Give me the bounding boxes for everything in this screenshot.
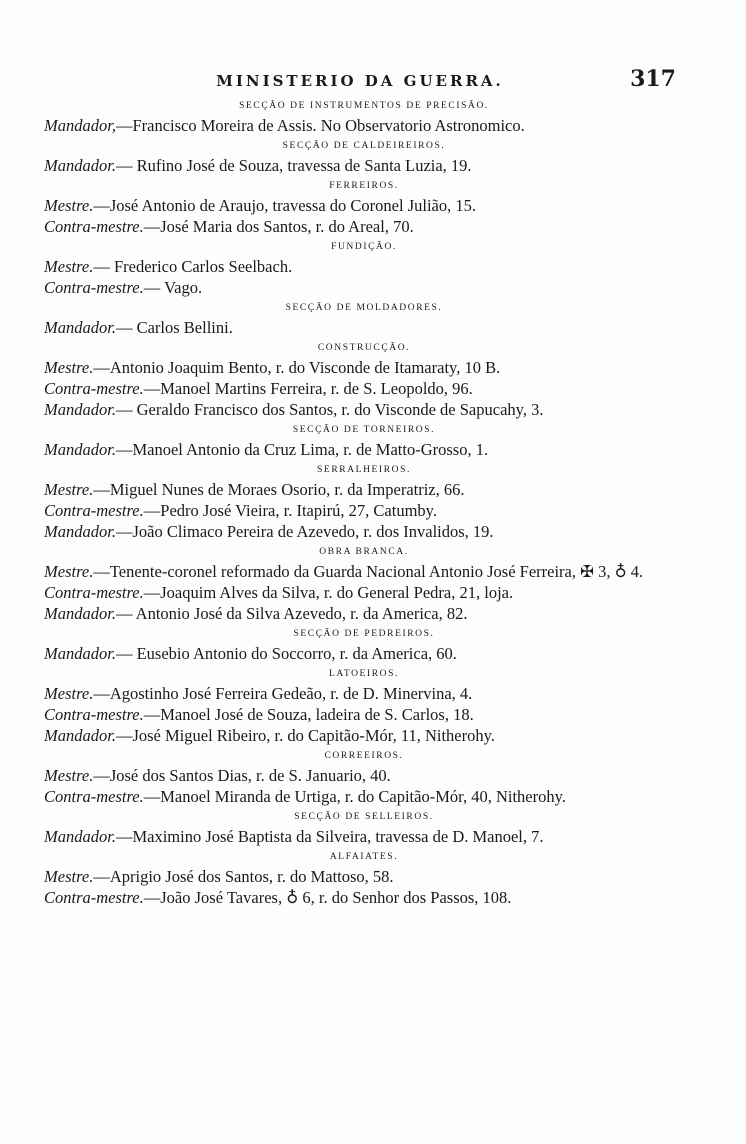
entry-detail: —João Climaco Pereira de Azevedo, r. dos Invalidos, 19. (115, 522, 494, 541)
section (44, 96, 684, 136)
staff-entry (44, 643, 684, 664)
section (44, 176, 684, 237)
entry-role: Contra-mestre. (44, 888, 144, 907)
section (44, 237, 684, 298)
section (44, 542, 684, 624)
section-title: CONSTRUCÇÃO. (317, 343, 411, 353)
entry-detail: —Joaquim Alves da Silva, r. do General Pedra, 21, loja. (143, 583, 514, 602)
section-title: OBRA BRANCA. (319, 547, 409, 557)
staff-entry (44, 704, 684, 725)
running-title: MINISTERIO DA GUERRA. (216, 72, 504, 90)
entry-role: Mandador. (44, 318, 116, 337)
section-title: ALFAIATES. (329, 852, 399, 862)
section (44, 624, 684, 664)
staff-entry (44, 683, 684, 704)
entry-detail: —Aprigio José dos Santos, r. do Mattoso, 58. (93, 867, 394, 886)
staff-entry (44, 317, 684, 338)
entry-detail: — Eusebio Antonio do Soccorro, r. da America, 60. (115, 644, 457, 663)
section-title: SECÇÃO DE INSTRUMENTOS DE PRECISÃO. (239, 101, 489, 111)
entry-detail: —José dos Santos Dias, r. de S. Januario, 40. (93, 766, 391, 785)
section (44, 746, 684, 807)
entry-role: Mandador. (44, 604, 116, 623)
section (44, 460, 684, 542)
staff-entry (44, 521, 684, 542)
section-title: SECÇÃO DE MOLDADORES. (285, 303, 443, 313)
entry-detail: —Manoel Martins Ferreira, r. de S. Leopoldo, 96. (143, 379, 473, 398)
entry-role: Mestre. (44, 562, 94, 581)
entry-detail: —Agostinho José Ferreira Gedeão, r. de D. Minervina, 4. (93, 684, 473, 703)
staff-entry (44, 216, 684, 237)
section-title: LATOEIROS. (329, 669, 399, 679)
entry-detail: — Carlos Bellini. (115, 318, 233, 337)
section-title: FERREIROS. (329, 181, 399, 191)
staff-entry (44, 357, 684, 378)
staff-entry (44, 500, 684, 521)
entry-role: Contra-mestre. (44, 787, 144, 806)
directory-body (44, 96, 684, 908)
section-title: FUNDIÇÃO. (331, 242, 397, 252)
staff-entry (44, 439, 684, 460)
section-title: CORREEIROS. (324, 751, 404, 761)
entry-role: Mandador. (44, 400, 116, 419)
entry-role: Mandador. (44, 644, 116, 663)
entry-role: Contra-mestre. (44, 379, 144, 398)
staff-entry (44, 725, 684, 746)
staff-entry (44, 256, 684, 277)
section-title: SECÇÃO DE TORNEIROS. (292, 425, 436, 435)
entry-detail: —José Antonio de Araujo, travessa do Coronel Julião, 15. (93, 196, 477, 215)
entry-detail: —Antonio Joaquim Bento, r. do Visconde de Itamaraty, 10 B. (93, 358, 501, 377)
entry-detail: —Miguel Nunes de Moraes Osorio, r. da Imperatriz, 66. (93, 480, 465, 499)
section-title: SECÇÃO DE SELLEIROS. (294, 812, 434, 822)
staff-entry (44, 826, 684, 847)
section-title: SECÇÃO DE PEDREIROS. (293, 629, 435, 639)
entry-detail: —João José Tavares, ♁ 6, r. do Senhor dos Passos, 108. (143, 888, 512, 907)
section (44, 136, 684, 176)
page-number: 317 (630, 66, 676, 92)
staff-entry (44, 155, 684, 176)
entry-role: Mestre. (44, 358, 94, 377)
entry-detail: — Rufino José de Souza, travessa de Santa Luzia, 19. (115, 156, 472, 175)
entry-detail: — Vago. (143, 278, 203, 297)
entry-detail: —José Maria dos Santos, r. do Areal, 70. (143, 217, 414, 236)
section (44, 298, 684, 338)
entry-detail: —Tenente-coronel reformado da Guarda Nacional Antonio José Ferreira, ✠ 3, ♁ 4. (93, 562, 644, 581)
entry-detail: —Maximino José Baptista da Silveira, travessa de D. Manoel, 7. (115, 827, 544, 846)
entry-detail: —Manoel José de Souza, ladeira de S. Carlos, 18. (143, 705, 474, 724)
entry-role: Mestre. (44, 766, 94, 785)
section (44, 807, 684, 847)
entry-role: Contra-mestre. (44, 501, 144, 520)
entry-role: Mestre. (44, 867, 94, 886)
entry-detail: —Manoel Miranda de Urtiga, r. do Capitão-Mór, 40, Nitherohy. (143, 787, 566, 806)
entry-role: Mestre. (44, 480, 94, 499)
staff-entry (44, 786, 684, 807)
staff-entry (44, 887, 684, 908)
section (44, 664, 684, 746)
staff-entry (44, 115, 684, 136)
entry-detail: — Frederico Carlos Seelbach. (93, 257, 293, 276)
staff-entry (44, 378, 684, 399)
entry-role: Mandador, (44, 116, 116, 135)
staff-entry (44, 582, 684, 603)
entry-role: Contra-mestre. (44, 583, 144, 602)
section (44, 338, 684, 420)
staff-entry (44, 866, 684, 887)
entry-detail: —Manoel Antonio da Cruz Lima, r. de Matto-Grosso, 1. (115, 440, 489, 459)
entry-detail: —Francisco Moreira de Assis. No Observatorio Astronomico. (115, 116, 525, 135)
entry-detail: —Pedro José Vieira, r. Itapirú, 27, Catumby. (143, 501, 437, 520)
staff-entry (44, 561, 684, 582)
entry-role: Mandador. (44, 156, 116, 175)
entry-detail: —José Miguel Ribeiro, r. do Capitão-Mór, 11, Nitherohy. (115, 726, 495, 745)
entry-detail: — Antonio José da Silva Azevedo, r. da America, 82. (115, 604, 468, 623)
entry-role: Mandador. (44, 827, 116, 846)
entry-role: Mandador. (44, 726, 116, 745)
staff-entry (44, 765, 684, 786)
page-header (0, 66, 746, 96)
entry-role: Contra-mestre. (44, 217, 144, 236)
entry-detail: — Geraldo Francisco dos Santos, r. do Visconde de Sapucahy, 3. (115, 400, 544, 419)
entry-role: Mestre. (44, 196, 94, 215)
section (44, 420, 684, 460)
staff-entry (44, 277, 684, 298)
entry-role: Mandador. (44, 440, 116, 459)
section-title: SECÇÃO DE CALDEIREIROS. (282, 141, 446, 151)
entry-role: Contra-mestre. (44, 278, 144, 297)
staff-entry (44, 195, 684, 216)
staff-entry (44, 399, 684, 420)
entry-role: Mestre. (44, 257, 94, 276)
entry-role: Mestre. (44, 684, 94, 703)
staff-entry (44, 479, 684, 500)
entry-role: Mandador. (44, 522, 116, 541)
staff-entry (44, 603, 684, 624)
section (44, 847, 684, 908)
section-title: SERRALHEIROS. (317, 465, 411, 475)
entry-role: Contra-mestre. (44, 705, 144, 724)
